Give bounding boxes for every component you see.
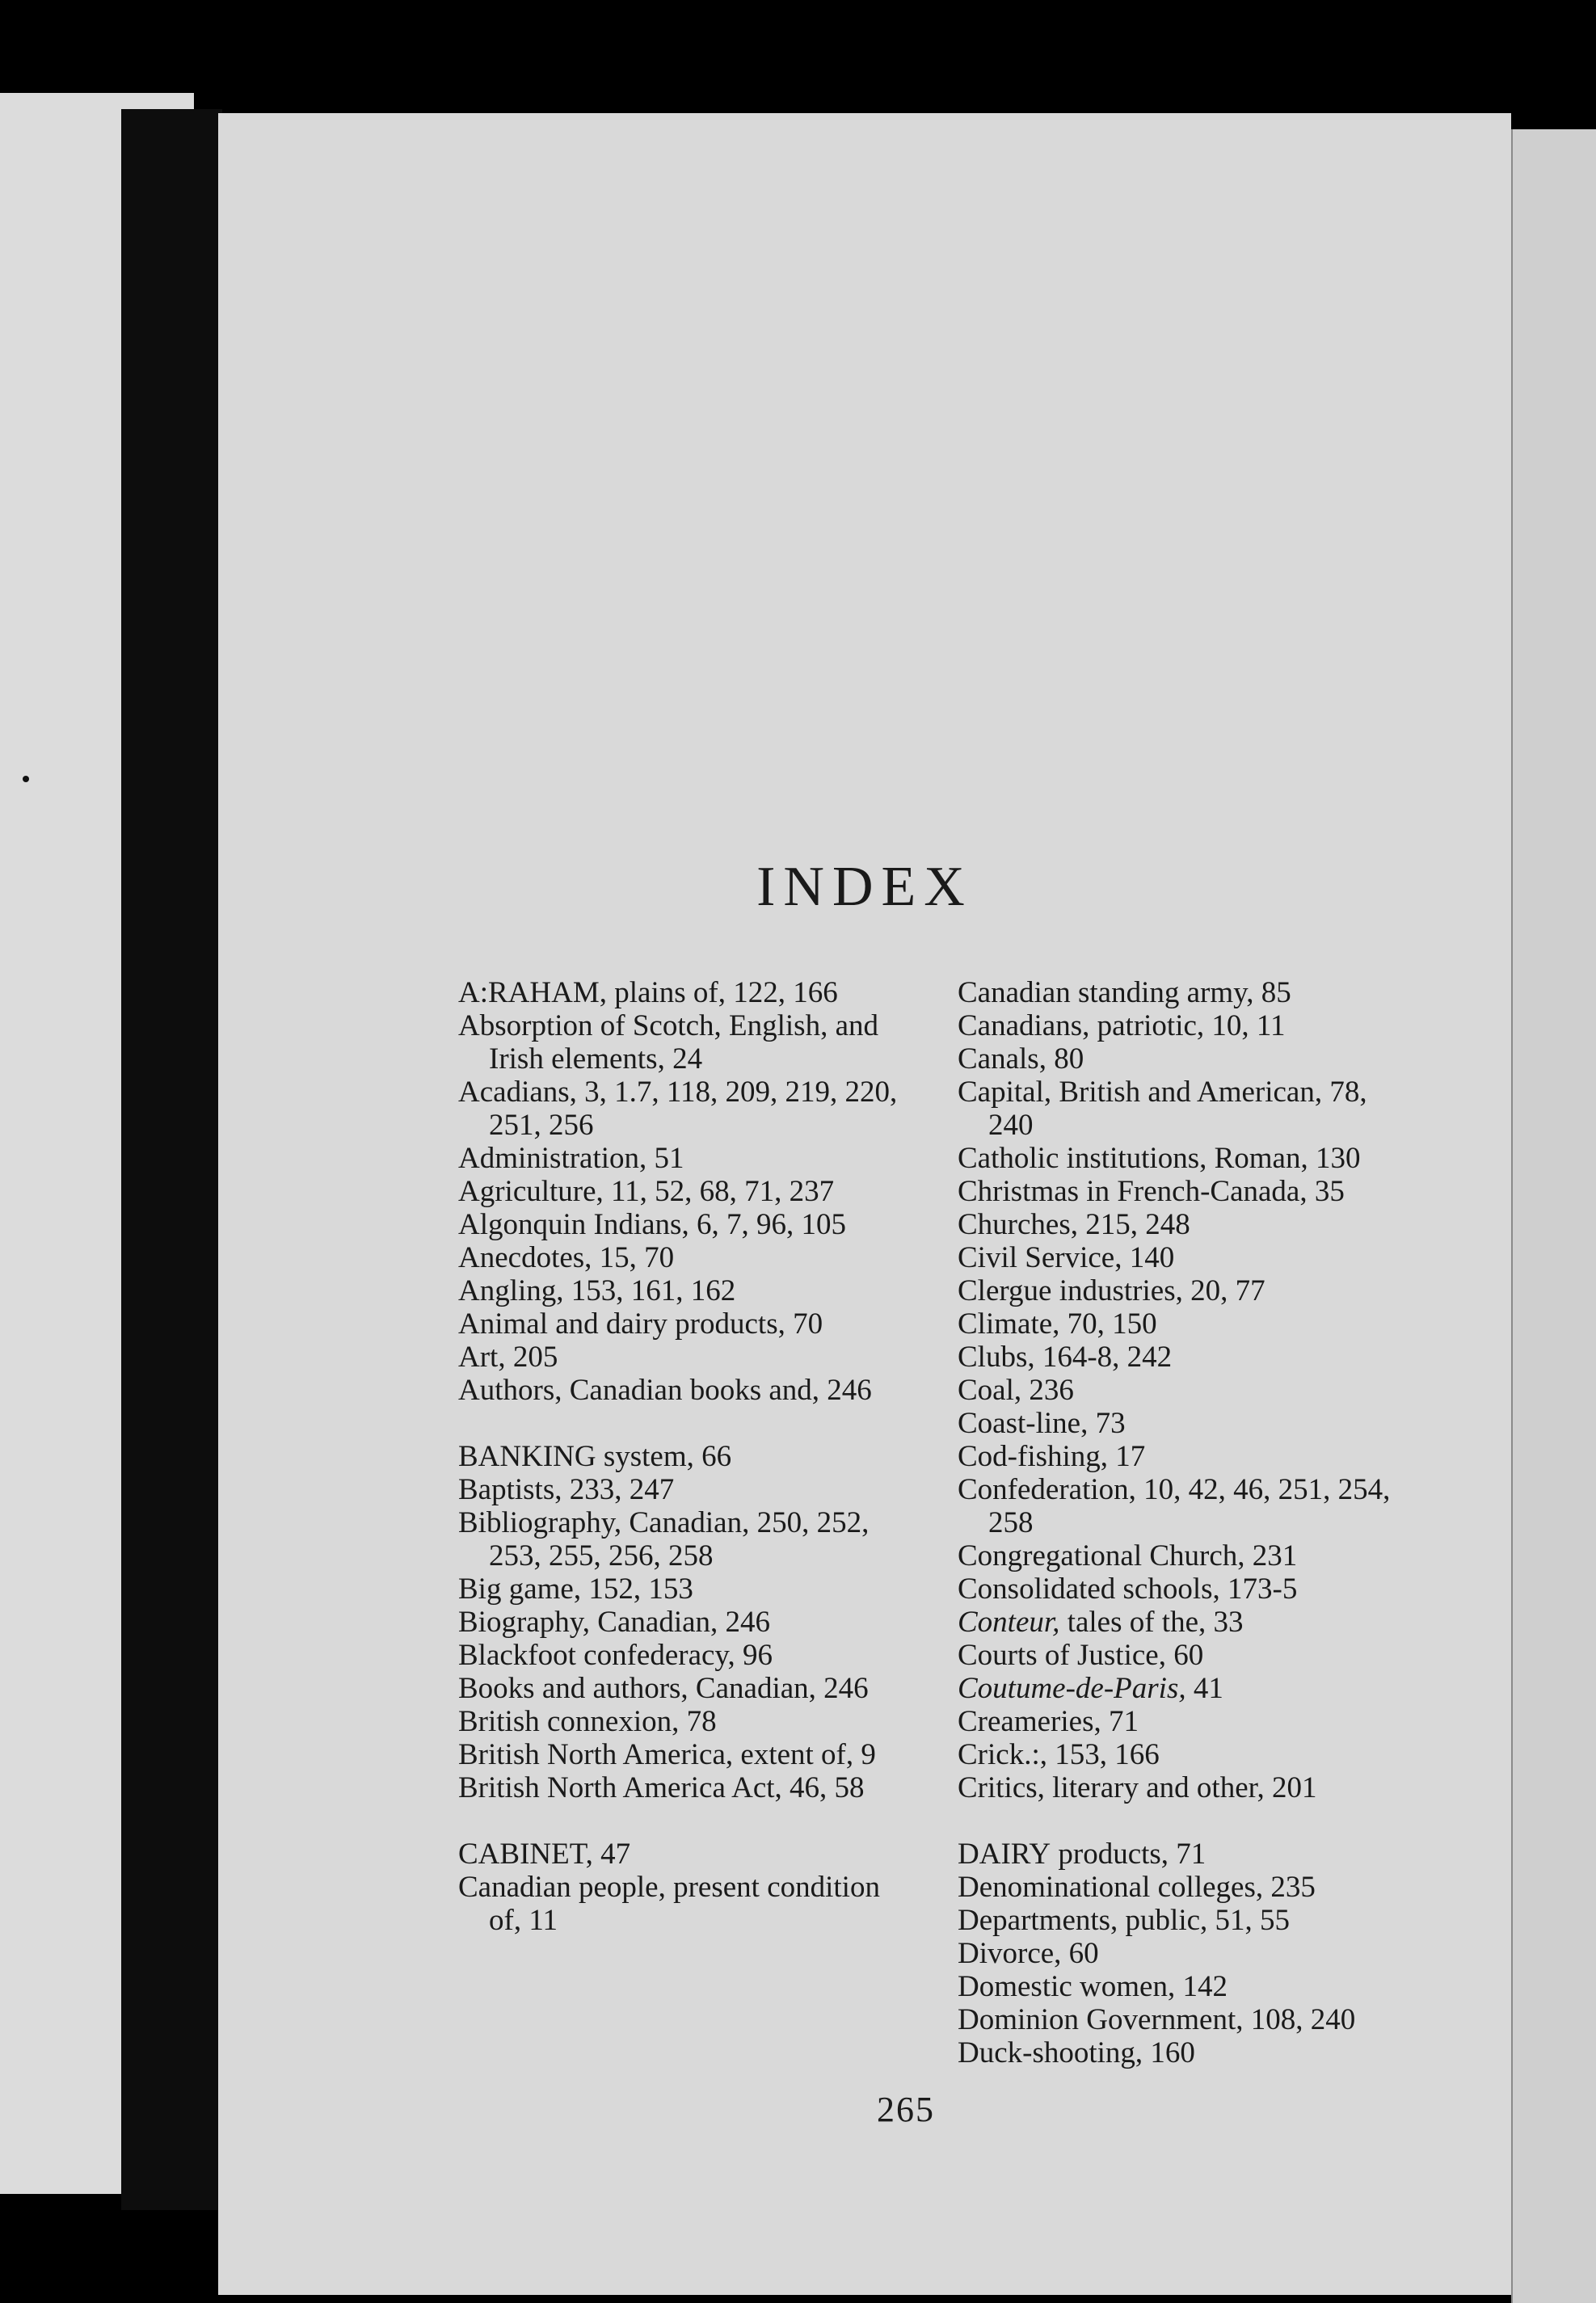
index-entry: [458, 1374, 907, 1407]
index-entry-text: Algonquin Indians, 6, 7, 96, 105: [458, 1208, 846, 1241]
index-entry-text: Authors, Canadian books and, 246: [458, 1374, 872, 1407]
index-entry-text: British connexion, 78: [458, 1705, 717, 1738]
index-entry: [458, 1341, 907, 1374]
index-entry: [958, 1606, 1410, 1639]
index-entry-text: Christmas in French-Canada, 35: [958, 1175, 1345, 1208]
index-entry-text: Big game, 152, 153: [458, 1573, 693, 1606]
index-entry-text: Angling, 153, 161, 162: [458, 1274, 736, 1307]
index-entry: [958, 1440, 1410, 1473]
index-entry: [458, 1142, 907, 1175]
index-entry-head: CABINET,: [458, 1838, 593, 1871]
index-entry-text: Crick.:, 153, 166: [958, 1738, 1160, 1771]
index-entry-text: plains of, 122, 166: [607, 976, 838, 1009]
index-entry-text: Art, 205: [458, 1341, 558, 1374]
index-entry-head: Coutume-de-Paris,: [958, 1672, 1186, 1705]
index-entry: [958, 1904, 1410, 1937]
index-entry: [458, 1506, 907, 1573]
index-entry-text: Clubs, 164-8, 242: [958, 1341, 1173, 1374]
index-entry-text: Creameries, 71: [958, 1705, 1139, 1738]
index-entry-text: system, 66: [596, 1440, 732, 1473]
index-entry: [458, 1639, 907, 1672]
index-entry-text: Clergue industries, 20, 77: [958, 1274, 1265, 1307]
index-entry: [958, 2036, 1410, 2069]
index-entry: [958, 1871, 1410, 1904]
index-entry: [958, 1539, 1410, 1573]
index-entry: [958, 2003, 1410, 2036]
index-entry-text: Courts of Justice, 60: [958, 1639, 1204, 1672]
index-entry: [458, 1738, 907, 1771]
index-entry-text: Acadians, 3, 1.7, 118, 209, 219, 220, 251, 256: [458, 1076, 898, 1142]
index-entry: [458, 1838, 907, 1871]
index-entry: [958, 1407, 1410, 1440]
index-entry: [958, 1009, 1410, 1042]
index-entry-text: Divorce, 60: [958, 1937, 1099, 1970]
page-title: INDEX: [756, 856, 973, 918]
index-entry: [458, 976, 907, 1009]
index-entry: [958, 1142, 1410, 1175]
index-entry-text: 41: [1185, 1672, 1223, 1705]
dust-speck: [23, 776, 29, 782]
index-entry-text: Churches, 215, 248: [958, 1208, 1190, 1241]
index-entry-text: British North America, extent of, 9: [458, 1738, 876, 1771]
index-entry: [458, 1009, 907, 1076]
index-entry-head: BANKING: [458, 1440, 596, 1473]
index-entry-text: Administration, 51: [458, 1142, 684, 1175]
index-entry: [958, 1473, 1410, 1539]
index-entry-text: Agriculture, 11, 52, 68, 71, 237: [458, 1175, 835, 1208]
index-entry-text: tales of the, 33: [1059, 1606, 1244, 1639]
index-entry: [458, 1705, 907, 1738]
index-entry: [958, 1705, 1410, 1738]
index-entry: [958, 1374, 1410, 1407]
index-entry-text: Consolidated schools, 173-5: [958, 1573, 1298, 1606]
index-entry: [958, 1208, 1410, 1241]
index-entry: [958, 1076, 1410, 1142]
index-entry-head: A:RAHAM,: [458, 976, 607, 1009]
index-entry: [958, 1341, 1410, 1374]
index-entry-head: DAIRY: [958, 1838, 1051, 1871]
index-entry-text: Anecdotes, 15, 70: [458, 1241, 675, 1274]
index-entry: [458, 1771, 907, 1804]
page-stack-edge: [1511, 129, 1596, 2303]
index-entry: [458, 1175, 907, 1208]
index-entry-text: Congregational Church, 231: [958, 1539, 1298, 1573]
index-entry: [458, 1307, 907, 1341]
index-entry-text: Catholic institutions, Roman, 130: [958, 1142, 1361, 1175]
index-entry: [458, 1440, 907, 1473]
index-entry-text: Coast-line, 73: [958, 1407, 1126, 1440]
index-entry: [458, 1208, 907, 1241]
index-entry-text: Canadians, patriotic, 10, 11: [958, 1009, 1286, 1042]
index-entry-text: Domestic women, 142: [958, 1970, 1228, 2003]
index-entry-text: Duck-shooting, 160: [958, 2036, 1195, 2069]
index-entry-text: Blackfoot confederacy, 96: [458, 1639, 773, 1672]
index-entry: [958, 1738, 1410, 1771]
index-entry: [458, 1871, 907, 1937]
index-column-right: [958, 976, 1410, 2069]
index-entry-text: Climate, 70, 150: [958, 1307, 1157, 1341]
index-entry-text: Biography, Canadian, 246: [458, 1606, 771, 1639]
index-entry-text: Cod-fishing, 17: [958, 1440, 1146, 1473]
index-entry: [958, 1307, 1410, 1341]
index-entry: [458, 1274, 907, 1307]
index-entry: [958, 1970, 1410, 2003]
index-entry: [458, 1672, 907, 1705]
index-entry-text: products, 71: [1051, 1838, 1206, 1871]
index-page: [218, 113, 1511, 2295]
index-entry: [958, 1639, 1410, 1672]
index-entry: [458, 1241, 907, 1274]
index-entry-text: Animal and dairy products, 70: [458, 1307, 823, 1341]
index-entry-text: Capital, British and American, 78, 240: [958, 1076, 1367, 1142]
index-entry-text: 47: [592, 1838, 631, 1871]
index-entry-text: Coal, 236: [958, 1374, 1074, 1407]
index-entry: [958, 1771, 1410, 1804]
index-entry-text: Confederation, 10, 42, 46, 251, 254, 258: [958, 1473, 1391, 1539]
index-entry: [958, 1042, 1410, 1076]
index-entry: [458, 1076, 907, 1142]
index-entry-text: Canadian people, present condition of, 11: [458, 1871, 880, 1937]
index-entry: [958, 976, 1410, 1009]
index-entry: [958, 1838, 1410, 1871]
index-entry-text: Baptists, 233, 247: [458, 1473, 675, 1506]
index-entry-text: Canals, 80: [958, 1042, 1084, 1076]
index-entry: [458, 1573, 907, 1606]
index-entry-text: Dominion Government, 108, 240: [958, 2003, 1356, 2036]
index-entry-head: Conteur,: [958, 1606, 1060, 1639]
index-entry: [458, 1606, 907, 1639]
index-entry: [458, 1473, 907, 1506]
index-entry-text: Departments, public, 51, 55: [958, 1904, 1291, 1937]
index-column-left: [458, 976, 907, 1937]
index-entry: [958, 1672, 1410, 1705]
index-entry-text: Absorption of Scotch, English, and Irish elements, 24: [458, 1009, 879, 1076]
index-entry: [958, 1573, 1410, 1606]
index-entry: [958, 1937, 1410, 1970]
index-entry-text: Canadian standing army, 85: [958, 976, 1291, 1009]
index-entry-text: Bibliography, Canadian, 250, 252, 253, 255, 256, 258: [458, 1506, 870, 1573]
index-entry: [958, 1175, 1410, 1208]
index-entry: [958, 1241, 1410, 1274]
index-entry-text: British North America Act, 46, 58: [458, 1771, 865, 1804]
index-entry: [958, 1274, 1410, 1307]
index-entry-text: Critics, literary and other, 201: [958, 1771, 1317, 1804]
book-gutter: [121, 109, 222, 2210]
index-entry-text: Civil Service, 140: [958, 1241, 1175, 1274]
page-number: 265: [877, 2090, 935, 2129]
index-entry-text: Books and authors, Canadian, 246: [458, 1672, 869, 1705]
index-entry-text: Denominational colleges, 235: [958, 1871, 1316, 1904]
